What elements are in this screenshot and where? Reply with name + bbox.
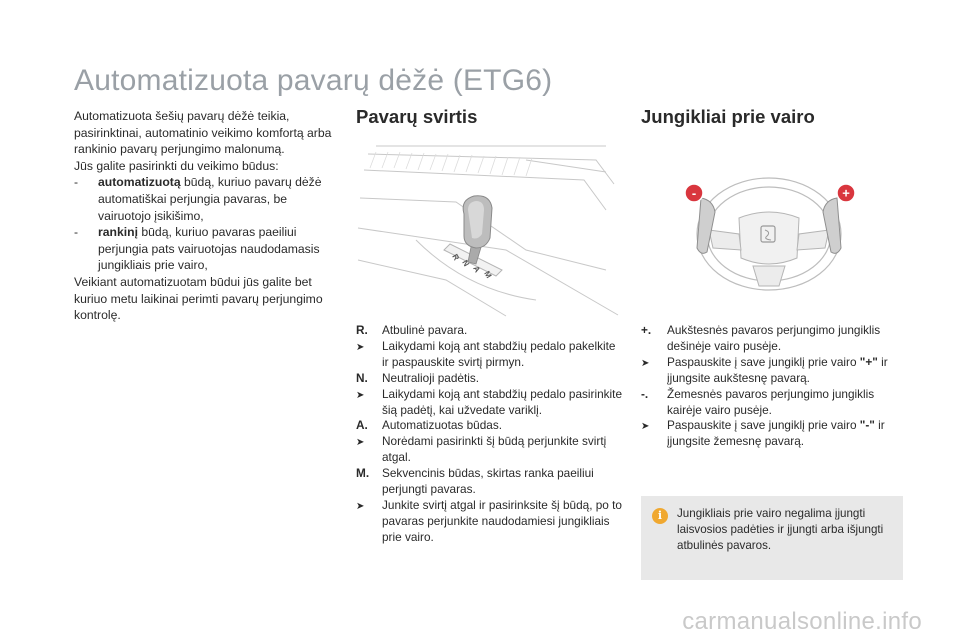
plus-badge-label: + [842,185,850,201]
intro-text [74,108,336,324]
bullet-text: būdą, kuriuo pavaras paeiliui perjungia pats vairuotojas naudodamasis jungikliais prie vairo, [98,225,320,273]
bullet-keyword: automatizuotą [98,175,181,190]
page-title: Automatizuota pavarų dėžė (ETG6) [74,64,553,97]
step-mark: A. [356,418,368,433]
step-item [356,323,624,339]
step-key: "+" [859,354,878,369]
info-icon: i [652,508,668,524]
step-text: Aukštesnės pavaros perjungimo jungiklis dešinėje vairo pusėje. [667,323,881,353]
step-item [356,339,624,371]
intro-paragraph: Jūs galite pasirinkti du veikimo būdus: [74,158,279,173]
step-item [356,387,624,419]
step-text: Laikydami koją ant stabdžių pedalo pakelkite ir paspauskite svirtį pirmyn. [382,338,616,369]
intro-bullet [74,224,336,274]
step-text: Junkite svirtį atgal ir pasirinksite šį būdą, po to pavaras perjunkite naudodamiesi jungikliais prie vairo. [382,497,622,544]
section-title-gear-lever: Pavarų svirtis [356,106,478,127]
step-text: Laikydami koją ant stabdžių pedalo pasirinkite šią padėtį, kai užvedate variklį. [382,386,623,417]
intro-bullet [74,174,336,224]
minus-badge-label: - [691,185,697,201]
step-text: Žemesnės pavaros perjungimo jungiklis kairėje vairo pusėje. [667,386,875,417]
step-item [356,418,624,434]
steering-paddle-steps [641,323,903,450]
bullet-dash: - [74,175,79,190]
section-title-steering-paddles: Jungikliai prie vairo [641,106,815,127]
arrow-bullet-icon: ➤ [641,421,650,433]
gate-letter: M [482,269,494,280]
step-text: Paspauskite į save jungiklį prie vairo [667,354,860,369]
step-text: ir įjungsite žemesnę pavarą. [667,418,885,449]
gate-letter: A [471,264,482,275]
bullet-dash: - [74,225,79,240]
step-text: Sekvencinis būdas, skirtas ranka paeiliui perjungti pavaras. [382,466,594,497]
gate-letter: R [450,252,461,263]
arrow-bullet-icon: ➤ [641,357,650,369]
watermark: carmanualsonline.info [682,608,922,635]
step-text: Norėdami pasirinkti šį būdą perjunkite svirtį atgal. [382,434,607,465]
step-item [641,323,903,355]
step-mark: R. [356,323,368,337]
step-item [356,498,624,546]
steering-wheel-illustration [641,140,903,318]
step-item [356,466,624,498]
step-mark: +. [641,323,652,337]
bullet-keyword: rankinį [98,225,138,240]
step-text: Neutralioji padėtis. [382,370,480,385]
gate-letter: N [460,258,471,269]
info-note-text: Jungikliais prie vairo negalima įjungti laisvosios padėties ir įjungti arba išjungti atbulinės pavaros. [677,507,884,552]
step-mark: M. [356,466,370,481]
gear-lever-illustration [356,140,621,318]
arrow-bullet-icon: ➤ [356,437,365,449]
step-item [356,434,624,466]
step-text: Paspauskite į save jungiklį prie vairo [667,418,860,433]
arrow-bullet-icon: ➤ [356,500,365,512]
arrow-bullet-icon: ➤ [356,341,365,353]
arrow-bullet-icon: ➤ [356,389,365,401]
gear-lever-steps [356,323,624,546]
step-mark: -. [641,386,649,401]
step-key: "-" [859,418,875,433]
intro-paragraph: Veikiant automatizuotam būdui jūs galite bet kuriuo metu laikinai perimti pavarų perjungimo kontrolę. [74,274,323,323]
step-item [356,371,624,387]
step-item [641,418,903,450]
step-text: Atbulinė pavara. [382,323,468,337]
step-item [641,355,903,387]
step-mark: N. [356,370,368,385]
step-text: Automatizuotas būdas. [382,418,503,433]
info-note [641,496,903,580]
intro-paragraph: Automatizuota šešių pavarų dėžė teikia, pasirinktinai, automatinio veikimo komfortą arba rankinio pavarų perjungimo malonumą. [74,109,332,157]
step-item [641,387,903,419]
bullet-text: būdą, kuriuo pavarų dėžė automatiškai perjungia pavaras, be vairuotojo įsikišimo, [98,175,322,223]
step-text: ir įjungsite aukštesnę pavarą. [667,354,888,385]
